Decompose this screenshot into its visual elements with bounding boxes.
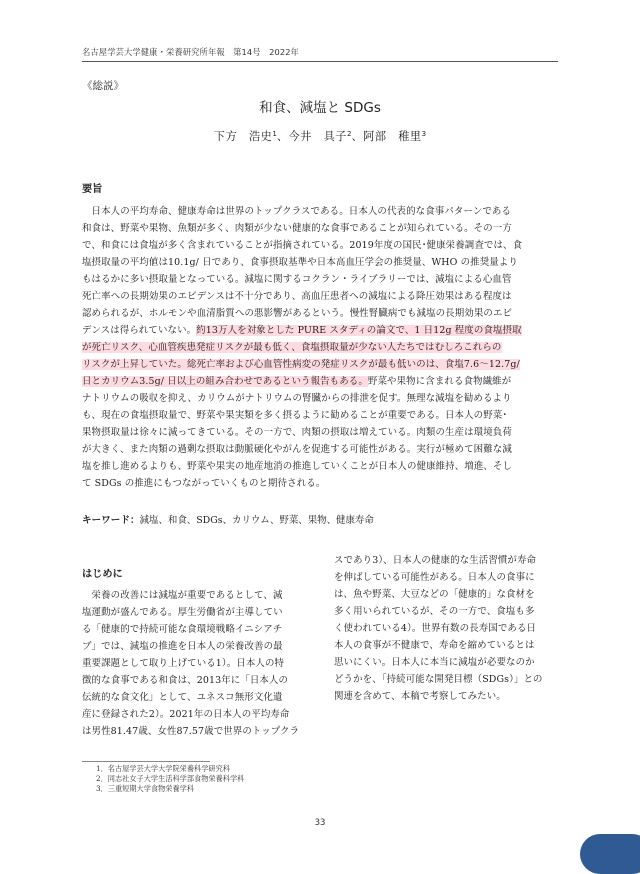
abstract-line: 果物摂取量は徐々に減ってきている。その一方で、肉類の摂取は増えている。肉類の生産は環境負荷 xyxy=(82,427,512,438)
author-affiliation-mark: 1 xyxy=(272,130,277,138)
highlighted-text: が死亡リスク、心血管疾患発症リスクが最も低く、食塩摂取量が少ない人たちではむしろこれらの xyxy=(82,342,502,353)
intro-line: 思いにくい。日本人に本当に減塩が必要なのか xyxy=(334,657,535,668)
footnote: 1．名古屋学芸大学大学院栄養科学研究科 xyxy=(96,764,230,773)
author-name: 今井 具子 xyxy=(288,130,347,143)
intro-line: 本人の食事が不健康で、寿命を縮めているとは xyxy=(334,640,535,651)
author-affiliation-mark: 3 xyxy=(421,130,427,138)
author-affiliation-mark: 2 xyxy=(346,130,352,138)
intro-line: 伝統的な食文化」として、ユネスコ無形文化遺 xyxy=(82,692,283,703)
intro-line: 塩運動が盛んである。厚生労働省が主導してい xyxy=(82,607,283,618)
abstract-line xyxy=(82,322,522,339)
abstract-line: 塩摂取量の平均値は10.1g/ 日であり、食事摂取基準や日本高血圧学会の推奨量、WHO の推奨量より xyxy=(82,257,518,268)
footnote: 3．三重短期大学食物栄養学科 xyxy=(96,784,195,793)
abstract-line: 認められるが、ホルモンや血清脂質への悪影響があるという。慢性腎臓病でも減塩の長期効果のエビ xyxy=(82,308,513,319)
abstract-line xyxy=(82,373,511,390)
intro-heading: はじめに xyxy=(82,569,123,580)
article-title: 和食、減塩と SDGs xyxy=(259,100,381,116)
page-number: 33 xyxy=(314,818,326,828)
highlighted-text: リスクが上昇していた。総死亡率および心血管性病変の発症リスクが最も低いのは、食塩7.6～12.7g/ xyxy=(82,359,520,370)
abstract-line: 塩を推し進めるよりも、野菜や果実の地産地消の推進していくことが日本人の健康維持、増進、そし xyxy=(82,461,513,472)
footnote-rule xyxy=(82,761,210,762)
footnote: 2．同志社女子大学生活科学部食物栄養科学科 xyxy=(96,774,245,783)
intro-line: る「健康的で持続可能な食環境戦略イニシアチ xyxy=(82,624,283,635)
abstract-line: 日本人の平均寿命、健康寿命は世界のトップクラスである。日本人の代表的な食事パターンである xyxy=(82,206,512,217)
abstract-line xyxy=(82,356,520,373)
abstract-line: 和食は、野菜や果物、魚類が多く、肉類が少ない健康的な食事であることが知られている。その一方 xyxy=(82,223,512,234)
abstract-heading: 要旨 xyxy=(82,184,103,195)
intro-line: を伸ばしている可能性がある。日本人の食事に xyxy=(334,572,535,583)
floating-action-button[interactable] xyxy=(580,834,640,874)
intro-line: は男性81.47歳、女性87.57歳で世界のトップクラ xyxy=(82,726,300,737)
author-name: 下方 浩史 xyxy=(213,130,273,143)
intro-line: は、魚や野菜、大豆などの「健康的」な食材を xyxy=(334,589,535,600)
abstract-line: が大きく、また肉類の過剰な摂取は動脈硬化やがんを促進する可能性がある。実行が極めて困難な減 xyxy=(82,444,512,455)
intro-line: ブ」では、減塩の推進を日本人の栄養改善の最 xyxy=(82,641,283,652)
intro-line: スであり3）、日本人の健康的な生活習慣が寿命 xyxy=(334,555,537,566)
intro-line: 関連を含めて、本稿で考察してみたい。 xyxy=(334,691,506,702)
highlighted-text: 日とカリウム3.5g/ 日以上の組み合わせであるという報告もある。 xyxy=(82,376,368,387)
intro-line: 産に登録された2）。2021年の日本人の平均寿命 xyxy=(82,709,290,720)
author-separator: 、 xyxy=(351,130,364,143)
header-rule xyxy=(82,61,558,62)
abstract-line xyxy=(82,339,502,356)
author-separator: 、 xyxy=(276,130,289,143)
article-category: 《総説》 xyxy=(82,80,124,92)
intro-line: どうかを、「持続可能な開発目標（SDGs）」との xyxy=(334,674,543,685)
author-list xyxy=(82,128,558,144)
author-name: 阿部 稚里 xyxy=(363,130,422,143)
abstract-text: 野菜や果物に含まれる食物繊維が xyxy=(367,376,512,387)
abstract-line: ナトリウムの吸収を抑え、カリウムがナトリウムの腎臓からの排泄を促す。無理な減塩を勧めるより xyxy=(82,393,512,404)
abstract-line: もはるかに多い摂取量となっている。減塩に関するコクラン・ライブラリーでは、減塩による心血管 xyxy=(82,274,512,285)
highlighted-text: 約13万人を対象とした PURE スタディの論文で、1 日12g 程度の食塩摂取 xyxy=(196,325,522,336)
intro-line: 栄養の改善には減塩が重要であるとして、減 xyxy=(82,590,283,601)
keywords xyxy=(82,512,374,526)
keywords-text: 減塩、和食、SDGs、カリウム、野菜、果物、健康寿命 xyxy=(139,515,374,526)
intro-line: 重要課題として取り上げている1）。日本人の特 xyxy=(82,658,285,669)
abstract-text: デンスは得られていない。 xyxy=(82,325,197,336)
abstract-line: も、現在の食塩摂取量で、野菜や果実類を多く摂るように勧めることが重要である。日本人の野菜･ xyxy=(82,410,508,421)
intro-line: 多く用いられているが、その一方で、食塩も多 xyxy=(334,606,535,617)
abstract-line: で、和食には食塩が多く含まれていることが指摘されている。2019年度の国民･健康栄養調査では、食 xyxy=(82,240,523,251)
intro-line: 徴的な食事である和食は、2013年に「日本人の xyxy=(82,675,289,686)
running-header: 名古屋学芸大学健康・栄養研究所年報 第14号 2022年 xyxy=(82,47,300,57)
abstract-line: て SDGs の推進にもつながっていくものと期待される。 xyxy=(82,478,326,489)
intro-line: く使われている4）。世界有数の長寿国である日 xyxy=(334,623,537,634)
abstract-line: 死亡率への長期効果のエビデンスは不十分であり、高血圧患者への減塩による降圧効果はある程度は xyxy=(82,291,512,302)
keywords-label: キーワード： xyxy=(82,515,140,526)
